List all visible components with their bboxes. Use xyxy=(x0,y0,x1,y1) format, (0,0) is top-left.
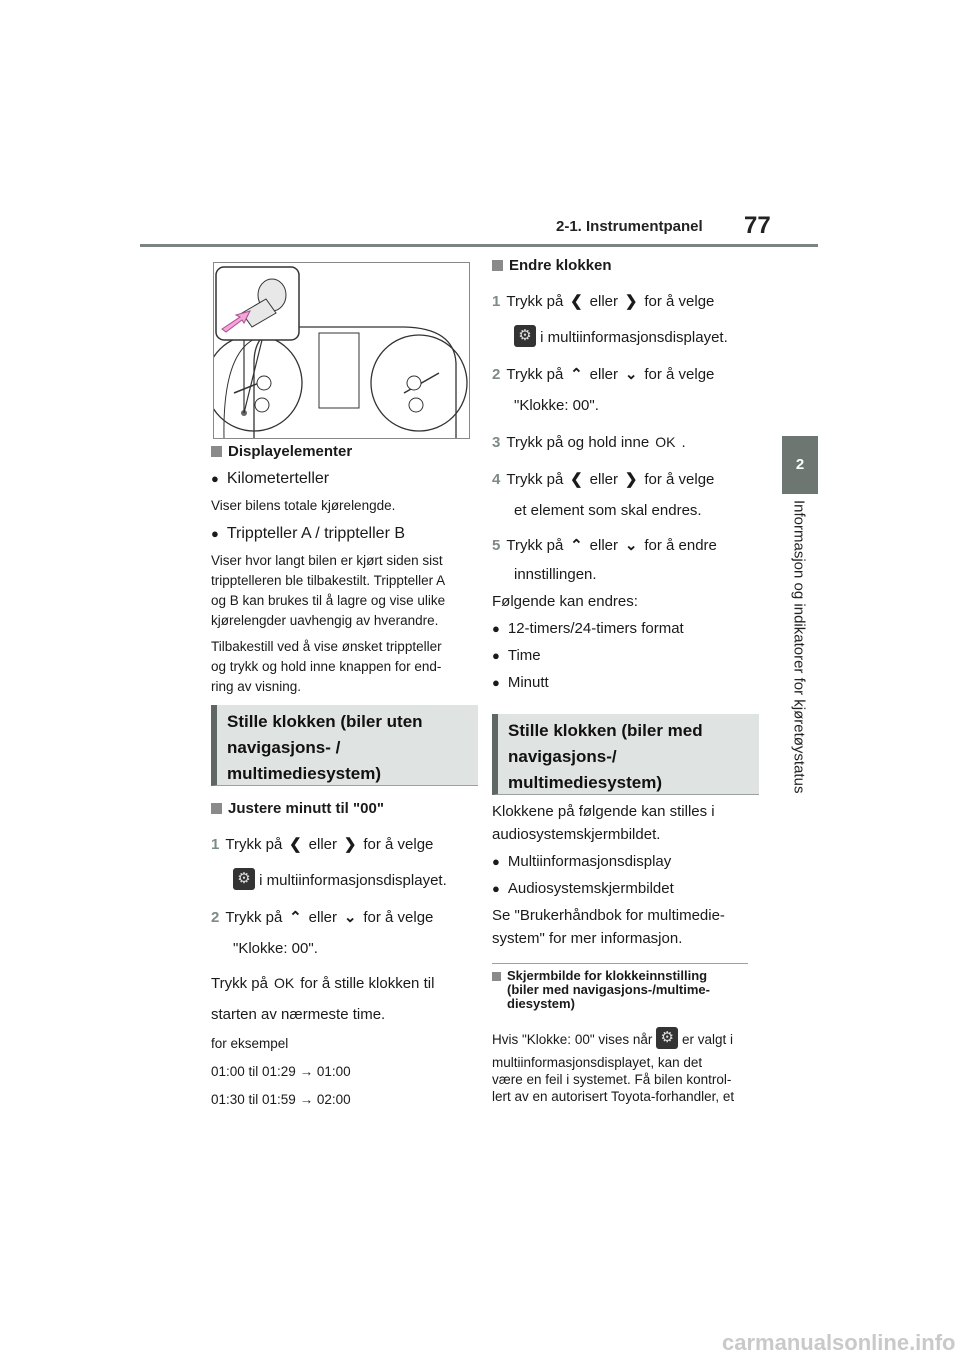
note-title: Skjermbilde for klokkeinnstilling (biler med navigasjons-/multime- diesystem) xyxy=(492,969,762,1011)
ok-button-icon: OK xyxy=(273,975,295,991)
note-line-2: multiinformasjonsdisplayet, kan det xyxy=(492,1055,703,1070)
example-1: 01:00 til 01:29 → 01:00 xyxy=(211,1064,351,1079)
note-line-3: være en feil i systemet. Få bilen kontrol- xyxy=(492,1072,732,1087)
reset-text-2: og trykk og hold inne knappen for end- xyxy=(211,659,442,674)
right-column xyxy=(492,254,762,694)
chevron-right-icon: ❯ xyxy=(624,293,638,310)
chevron-left-icon: ❮ xyxy=(289,836,302,853)
odometer-text: Viser bilens totale kjørelengde. xyxy=(211,498,396,513)
section-box-without-nav xyxy=(211,705,478,786)
reset-text-3: ring av visning. xyxy=(211,679,302,694)
chevron-right-icon: ❯ xyxy=(343,836,357,853)
settings-gear-icon xyxy=(656,1027,678,1049)
box-line-3: multimediesystem) xyxy=(227,764,381,783)
chapter-tab[interactable]: 2 xyxy=(782,436,818,494)
note-line-1: Hvis "Klokke: 00" vises når ⚙ er valgt i xyxy=(492,1027,762,1050)
left-steps xyxy=(211,797,476,1110)
note-line-4: lert av en autorisert Toyota-forhandler, et xyxy=(492,1089,735,1104)
r-step-5: 5 Trykk på ⌃ eller ⌄ for å endre xyxy=(492,534,762,557)
watermark: carmanualsonline.info xyxy=(722,1330,956,1355)
reset-text-1: Tilbakestill ved å vise ønsket trippteller xyxy=(211,639,442,654)
press-ok-line-2: starten av nærmeste time. xyxy=(211,1006,386,1023)
adjust-minute-heading: Justere minutt til "00" xyxy=(211,797,476,820)
option-minute: ● Minutt xyxy=(492,671,762,694)
box-line-1: Stille klokken (biler uten xyxy=(227,712,423,731)
chevron-up-icon: ⌃ xyxy=(289,909,302,926)
clocks-text-2: audiosystemskjermbildet. xyxy=(492,826,661,843)
step-1-cont: ⚙ i multiinformasjonsdisplayet. xyxy=(211,868,476,892)
example-label: for eksempel xyxy=(211,1036,289,1051)
chevron-up-icon: ⌃ xyxy=(570,537,583,554)
trip-text-2: tripptelleren ble tilbakestilt. Trippteller A xyxy=(211,573,446,588)
clocks-text-1: Klokkene på følgende kan stilles i xyxy=(492,803,715,820)
box-line-2: navigasjons- / xyxy=(227,738,341,757)
left-column xyxy=(211,440,476,697)
step-2: 2 Trykk på ⌃ eller ⌄ for å velge xyxy=(211,906,476,929)
box-line-2: navigasjons-/ xyxy=(508,747,617,766)
option-hour: ● Time xyxy=(492,644,762,667)
odometer-title: ● Kilometerteller xyxy=(211,467,476,490)
item-audio: ● Audiosystemskjermbildet xyxy=(492,877,762,900)
see-text-1: Se "Brukerhåndbok for multimedie- xyxy=(492,907,725,924)
step-2-cont: "Klokke: 00". xyxy=(233,940,318,957)
square-bullet-icon xyxy=(211,803,222,814)
section-title: 2-1. Instrumentpanel xyxy=(556,218,703,235)
chevron-down-icon: ⌄ xyxy=(624,537,638,554)
trip-text-1: Viser hvor langt bilen er kjørt siden sist xyxy=(211,553,443,568)
option-format: ● 12-timers/24-timers format xyxy=(492,617,762,640)
see-text-2: system" for mer informasjon. xyxy=(492,930,683,947)
chapter-label-text: Informasjon og indikatorer for kjøretøystatus xyxy=(790,500,808,794)
instrument-panel-illustration xyxy=(213,262,470,439)
r-step-2: 2 Trykk på ⌃ eller ⌄ for å velge xyxy=(492,363,762,386)
chevron-left-icon: ❮ xyxy=(570,471,583,488)
chevron-down-icon: ⌄ xyxy=(624,366,638,383)
box-line-3: multimediesystem) xyxy=(508,773,662,792)
example-2: 01:30 til 01:59 → 02:00 xyxy=(211,1092,351,1107)
r-step-3: 3 Trykk på og hold inne OK . xyxy=(492,434,686,451)
r-step-1-cont: ⚙ i multiinformasjonsdisplayet. xyxy=(492,325,762,349)
square-bullet-icon xyxy=(211,446,222,457)
press-ok-line: Trykk på OK for å stille klokken til xyxy=(211,975,435,992)
note-rule xyxy=(492,963,748,964)
settings-gear-icon xyxy=(514,325,536,347)
r-step-4: 4 Trykk på ❮ eller ❯ for å velge xyxy=(492,468,762,491)
r-step-2-cont: "Klokke: 00". xyxy=(514,397,599,414)
right-lower xyxy=(492,800,762,950)
ok-button-icon: OK xyxy=(655,434,676,450)
following-label: Følgende kan endres: xyxy=(492,593,638,610)
square-bullet-icon xyxy=(492,260,503,271)
cluster-drawing xyxy=(214,263,469,438)
display-elements-heading: Displayelementer xyxy=(211,440,476,463)
change-clock-heading: Endre klokken xyxy=(492,254,762,277)
page-number: 77 xyxy=(744,212,771,239)
r-step-5-cont: innstillingen. xyxy=(514,566,597,583)
r-step-1: 1 Trykk på ❮ eller ❯ for å velge xyxy=(492,290,762,313)
settings-gear-icon xyxy=(233,868,255,890)
trip-text-4: kjørelengder uavhengig av hverandre. xyxy=(211,613,439,628)
item-mid: ● Multiinformasjonsdisplay xyxy=(492,850,762,873)
section-box-with-nav xyxy=(492,714,759,795)
chevron-down-icon: ⌄ xyxy=(343,909,357,926)
chevron-up-icon: ⌃ xyxy=(570,366,583,383)
step-1: 1 Trykk på ❮ eller ❯ for å velge xyxy=(211,833,476,856)
box-line-1: Stille klokken (biler med xyxy=(508,721,703,740)
chapter-label xyxy=(775,500,823,810)
trip-text-3: og B kan brukes til å lagre og vise ulike xyxy=(211,593,446,608)
square-bullet-icon xyxy=(492,972,501,981)
chevron-right-icon: ❯ xyxy=(624,471,638,488)
note-block xyxy=(492,969,762,1105)
trip-title: ● Trippteller A / trippteller B xyxy=(211,522,476,545)
r-step-4-cont: et element som skal endres. xyxy=(514,502,702,519)
header-rule xyxy=(140,244,818,247)
chevron-left-icon: ❮ xyxy=(570,293,583,310)
